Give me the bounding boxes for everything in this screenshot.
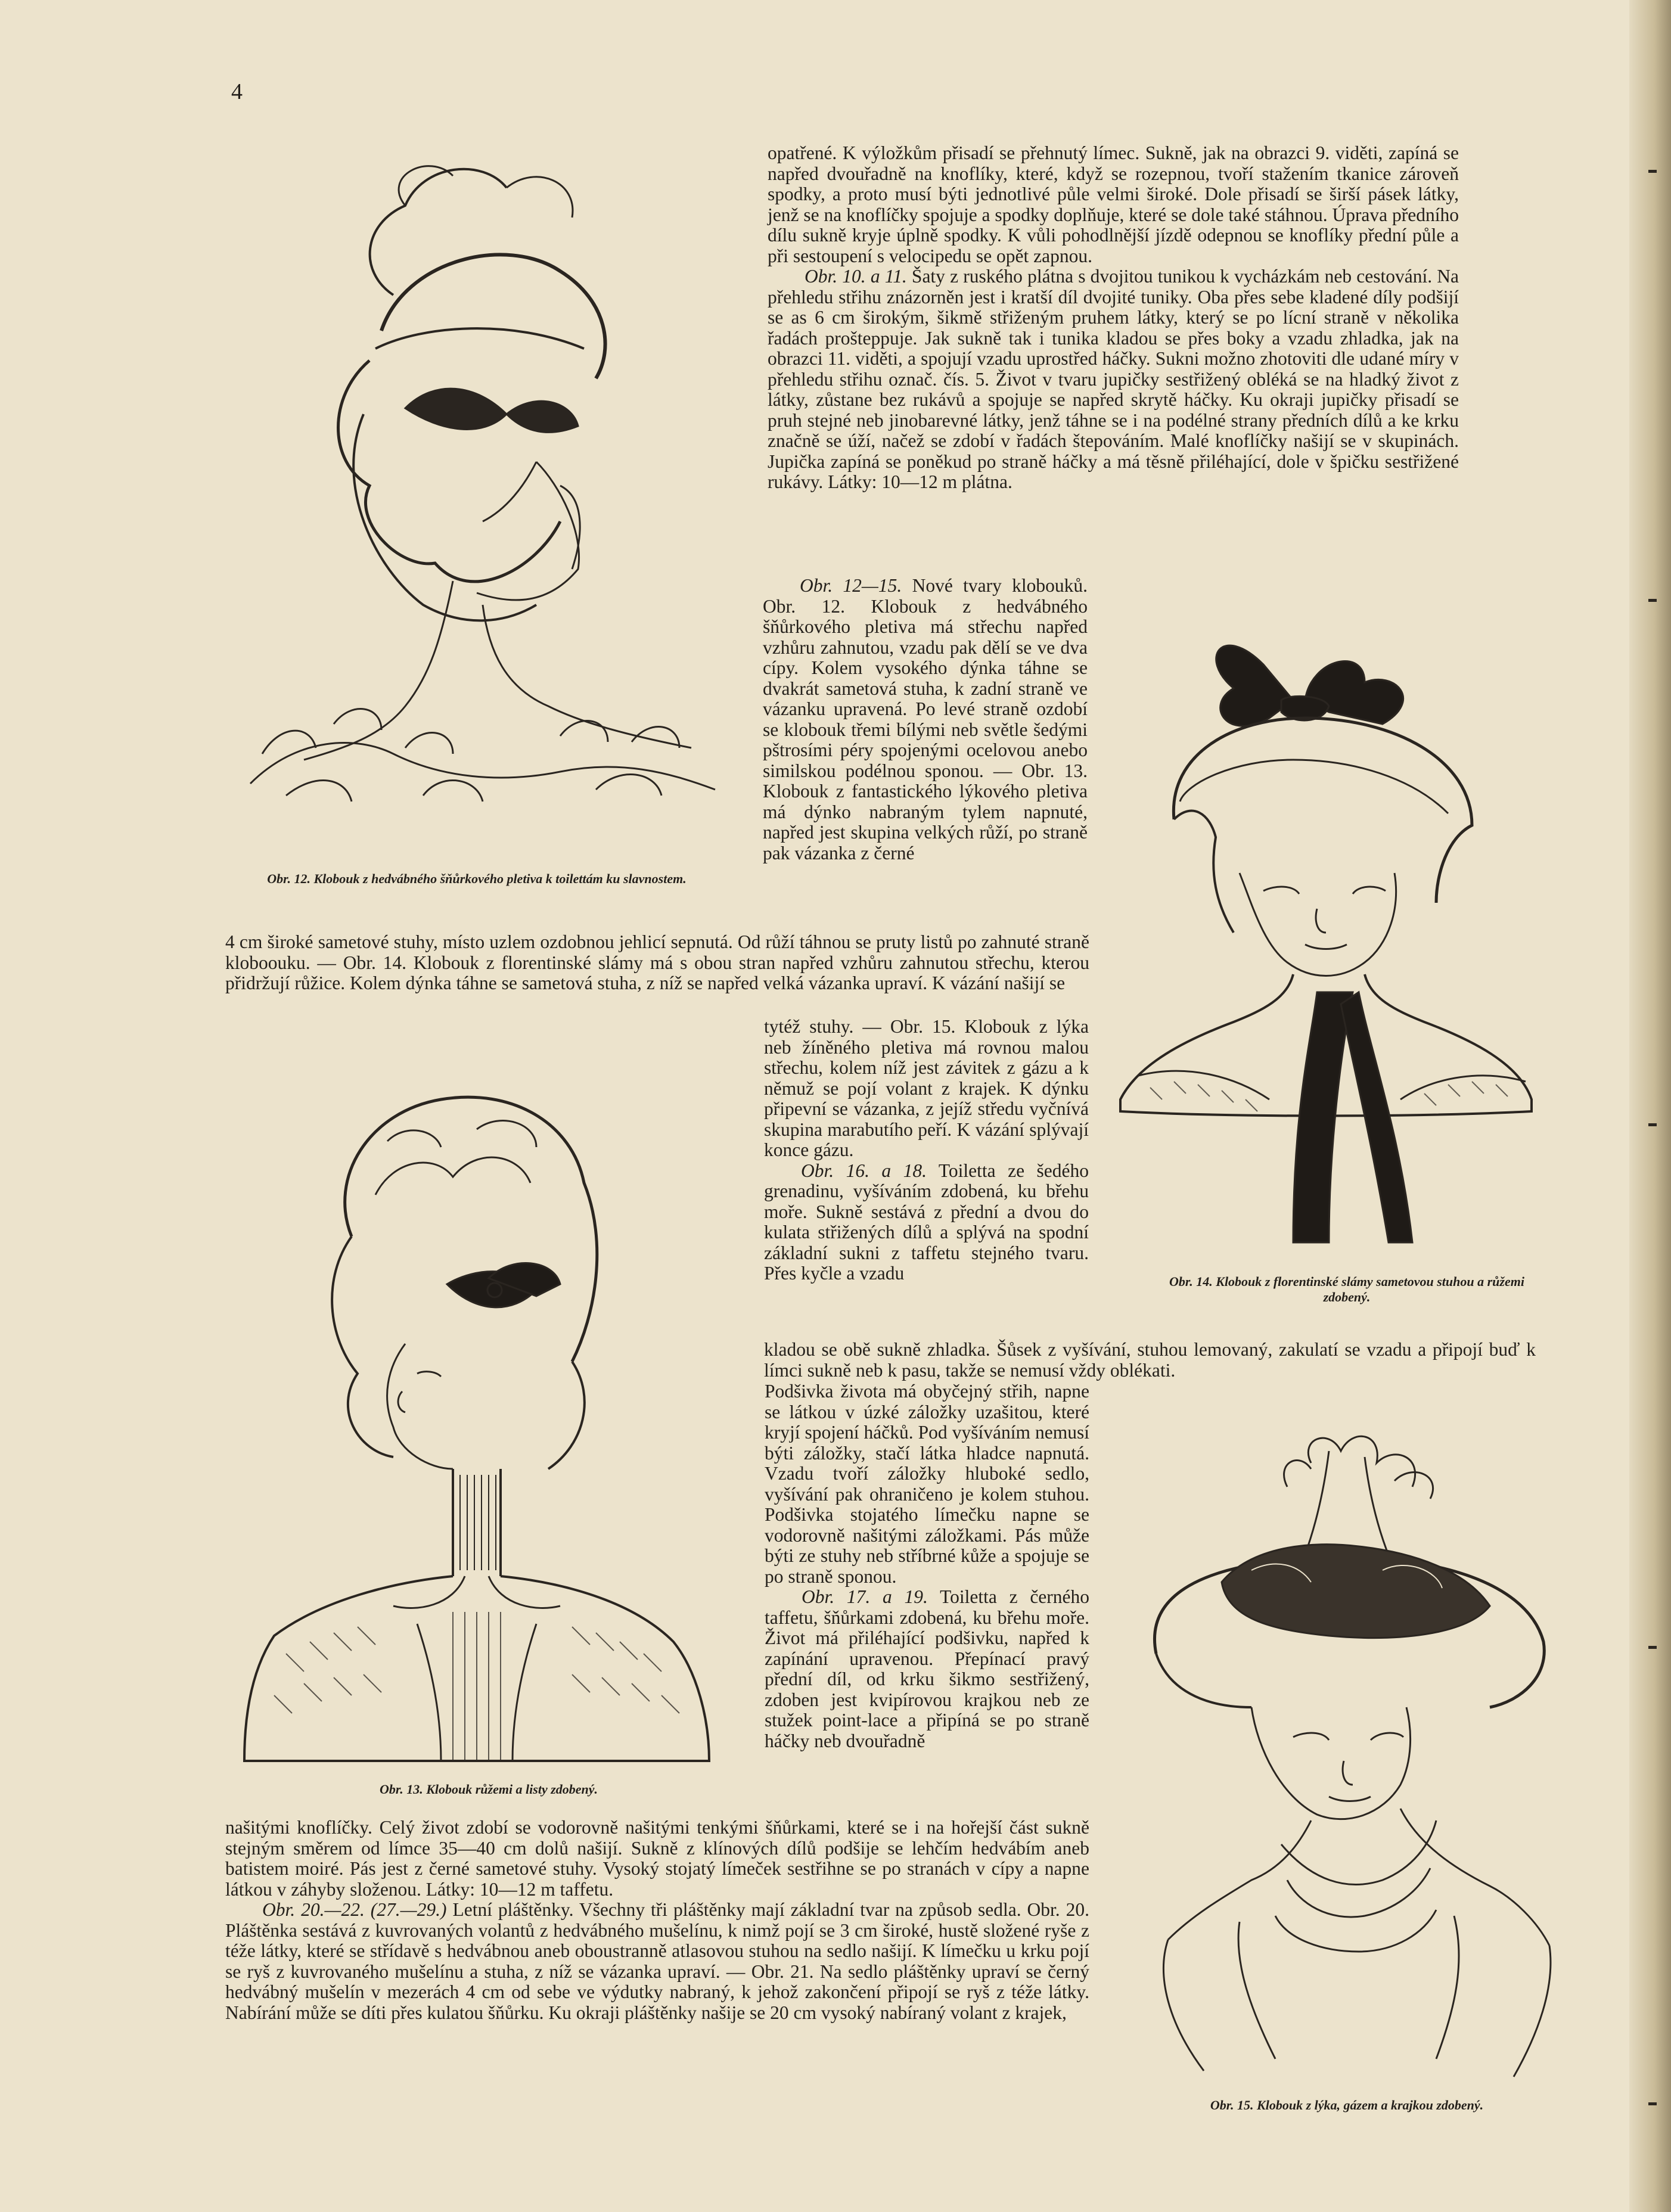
text-block-wide-2 xyxy=(764,1340,1536,1381)
text-block-mid xyxy=(764,1017,1089,1284)
paragraph-text: Toiletta ze šedého grenadinu, vyšíváním zdobená, ku břehu moře. Sukně sestává z přední a dvou do kulata střižených dílů a splývá na spodní základní sukni z taffetu stejného tvaru. Přes kyčle a vzadu xyxy=(764,1160,1089,1284)
text-block-obr12-15 xyxy=(763,576,1088,863)
paragraph-obr17-19 xyxy=(765,1587,1089,1751)
paragraph-obr16-18 xyxy=(764,1161,1089,1284)
paragraph-continued: opatřené. K výložkům přisadí se přehnutý límec. Sukně, jak na obrazci 9. viděti, zapíná se napřed dvouřadně na knoflíky, které, když se rozepnou, tvoří stažením tkanice zároveň spodky, a proto musí býti jednotlivé půle velmi široké. Dole přisadí se širší pásek látky, jenž se na knoflíčky spojuje a spodky doplňuje, které se dole také stáhnou. Úprava předního dílu sukně kryje úplně spodky. K vůli pohodlnější jízdě odepnou se knoflíky přední půle a při sestoupení s velocipedu se opět zapnou. xyxy=(768,142,1459,266)
paragraph-continued: Podšivka života má obyčejný střih, napne se látkou v úzké záložky uzašitou, které kryjí spojení háčků. Pod vyšíváním nemusí býti záložky, stačí látka hladce napnutá. Vzadu tvoří záložky hluboké sedlo, vyšívání pak ohraničeno je kolem stuhou. Podšivka stojatého límečku napne se vodorovně našitými záložkami. Pás může býti ze stuhy neb stříbrné kůže a spojuje se po straně sponou. xyxy=(765,1381,1089,1587)
illustration-obr14 xyxy=(1114,623,1543,1269)
paragraph-obr20-22 xyxy=(225,1900,1089,2023)
text-block-bottom xyxy=(225,1818,1089,2023)
illustration-obr15 xyxy=(1132,1427,1561,2089)
caption-obr12: Obr. 12. Klobouk z hedvábného šňůrkového pletiva k toilettám ku slavnostem. xyxy=(267,871,687,886)
figure-ref: Obr. 16. a 18. xyxy=(801,1160,927,1181)
paragraph-obr10-11 xyxy=(768,266,1459,493)
illustration-obr13 xyxy=(238,1088,715,1773)
caption-obr13: Obr. 13. Klobouk růžemi a listy zdobený. xyxy=(379,1782,598,1797)
figure-ref: Obr. 20.—22. (27.—29.) xyxy=(262,1899,447,1920)
caption-obr14: Obr. 14. Klobouk z florentinské slámy sametovou stuhou a růžemi zdobený. xyxy=(1169,1274,1524,1304)
page-number: 4 xyxy=(231,79,243,104)
paragraph-text: Šaty z ruského plátna s dvojitou tunikou k vycházkám neb cestování. Na přehledu střihu znázorněn jest i kratší díl dvojité tuniky. Oba přes sebe kladené díly podšijí se as 6 cm širokým, šikmě střiženým pruhem látky, který se po lícní straně v několika řadách prošteppuje. Jak sukně tak i tunika kladou se přes boky a vzadu zhladka, jak na obrazci 11. viděti, a spojují vzadu uprostřed háčky. Sukni možno zhotoviti dle udané míry v přehledu střihu označ. čís. 5. Život v tvaru jupičky sestřižený obléká se na hladký život z látky, zůstane bez rukávů a spojuje se napřed skrytě háčky. Ku okraji jupičky přisadí se pruh stejné neb jinobarevné látky, jenž táhne se i na podélné strany předních dílů a ke krku značně se úží, načež se zdobí v řadách štepováním. Malé knoflíčky našijí se v skupinách. Jupička zapíná se poněkud po straně háčky a má těsně přiléhající, dole v špičku sestřižené rukávy. Látky: 10—12 m plátna. xyxy=(768,266,1459,492)
text-block-top xyxy=(768,143,1459,493)
paragraph-continued: kladou se obě sukně zhladka. Šůsek z vyšívání, stuhou lemovaný, zakulatí se vzadu a připojí buď k límci sukně neb k pasu, takže se nemusí vždy oblékati. xyxy=(764,1339,1536,1381)
paragraph-continued: 4 cm široké sametové stuhy, místo uzlem ozdobnou jehlicí sepnutá. Od růží táhnou se pruty listů po zahnuté straně kloboouku. — Obr. 14. Klobouk z florentinské slámy má s obou stran napřed vzhůru zahnutou střechu, kterou přidržují růžice. Kolem dýnka táhne se sametová stuha, z níž se napřed velká vázanka upraví. K vázání našijí se xyxy=(225,931,1089,993)
paragraph-obr12-15 xyxy=(763,576,1088,863)
page-edge xyxy=(1629,0,1671,2212)
paragraph-continued: tytéž stuhy. — Obr. 15. Klobouk z lýka neb žíněného pletiva má rovnou malou střechu, kolem níž jest závitek z gázu a k němuž se pojí volant z krajek. K dýnku připevní se vázanka, z jejíž středu vyčnívá skupina marabutího peří. K vázání splývají konce gázu. xyxy=(764,1016,1089,1160)
illustration-obr12 xyxy=(226,152,727,807)
paragraph-text: Nové tvary klobouků. Obr. 12. Klobouk z hedvábného šňůrkového pletiva má střechu napřed vzhůru zahnutou, vzadu pak dělí se ve dva cípy. Kolem vysokého dýnka táhne se dvakrát sametová stuha, k zadní straně ve vázanku upravená. Po levé straně ozdobí se klobouk třemi bílými neb světle šedými pštrosími péry spojenými ocelovou anebo similskou podélnou sponou. — Obr. 13. Klobouk z fantastického lýkového pletiva má dýnko nabraným tylem napnuté, napřed jest skupina velkých růží, po straně pak vázanka z černé xyxy=(763,575,1088,863)
text-block-lower xyxy=(765,1381,1089,1751)
paragraph-text: Letní pláštěnky. Všechny tři pláštěnky mají základní tvar na způsob sedla. Obr. 20. Pláštěnka sestává z kuvrovaných volantů z hedvábného mušelínu, k nimž pojí se 3 cm široké, hustě složené ryše z téže látky, které se střídavě s hedvábnou aneb oboustranně atlasovou stuhou na sedlo našijí. K límečku u krku pojí se ryš z kuvrovaného mušelínu a stuha, z níž se vázanka upraví. — Obr. 21. Na sedlo pláštěnky upraví se černý hedvábný mušelín v mezerách 4 cm od sebe ve výdutky nabraný, k jehož zakončení připojí se ryš z téže látky. Nabírání může se díti přes kulatou šňůrku. Ku okraji pláštěnky našije se 20 cm vysoký nabíraný volant z krajek, xyxy=(225,1899,1090,2023)
paragraph-continued: našitými knoflíčky. Celý život zdobí se vodorovně našitými tenkými šňůrkami, které se i na hořejší část sukně stejným směrem od límce 35—40 cm dolů našijí. Sukně z klínových dílů podšije se lehčím hedvábím aneb batistem moiré. Pás jest z černé sametové stuhy. Vysoký stojatý límeček sestřihne se po stranách v cípy a napne látkou v záhyby složenou. Látky: 10—12 m taffetu. xyxy=(225,1817,1089,1900)
paragraph-text: Toiletta z černého taffetu, šňůrkami zdobená, ku břehu moře. Život má přiléhající podšivku, napřed k zapínání upravenou. Přepínací pravý přední díl, od krku šikmo sestřižený, zdoben jest kvipírovou krajkou neb ze stužek point-lace a připíná se po straně háčky neb dvouřadně xyxy=(765,1586,1089,1751)
figure-ref: Obr. 10. a 11. xyxy=(805,266,907,287)
figure-ref: Obr. 17. a 19. xyxy=(802,1586,928,1607)
text-block-wide-1 xyxy=(225,932,1089,994)
figure-ref: Obr. 12—15. xyxy=(800,575,902,596)
caption-obr15: Obr. 15. Klobouk z lýka, gázem a krajkou zdobený. xyxy=(1210,2098,1484,2112)
